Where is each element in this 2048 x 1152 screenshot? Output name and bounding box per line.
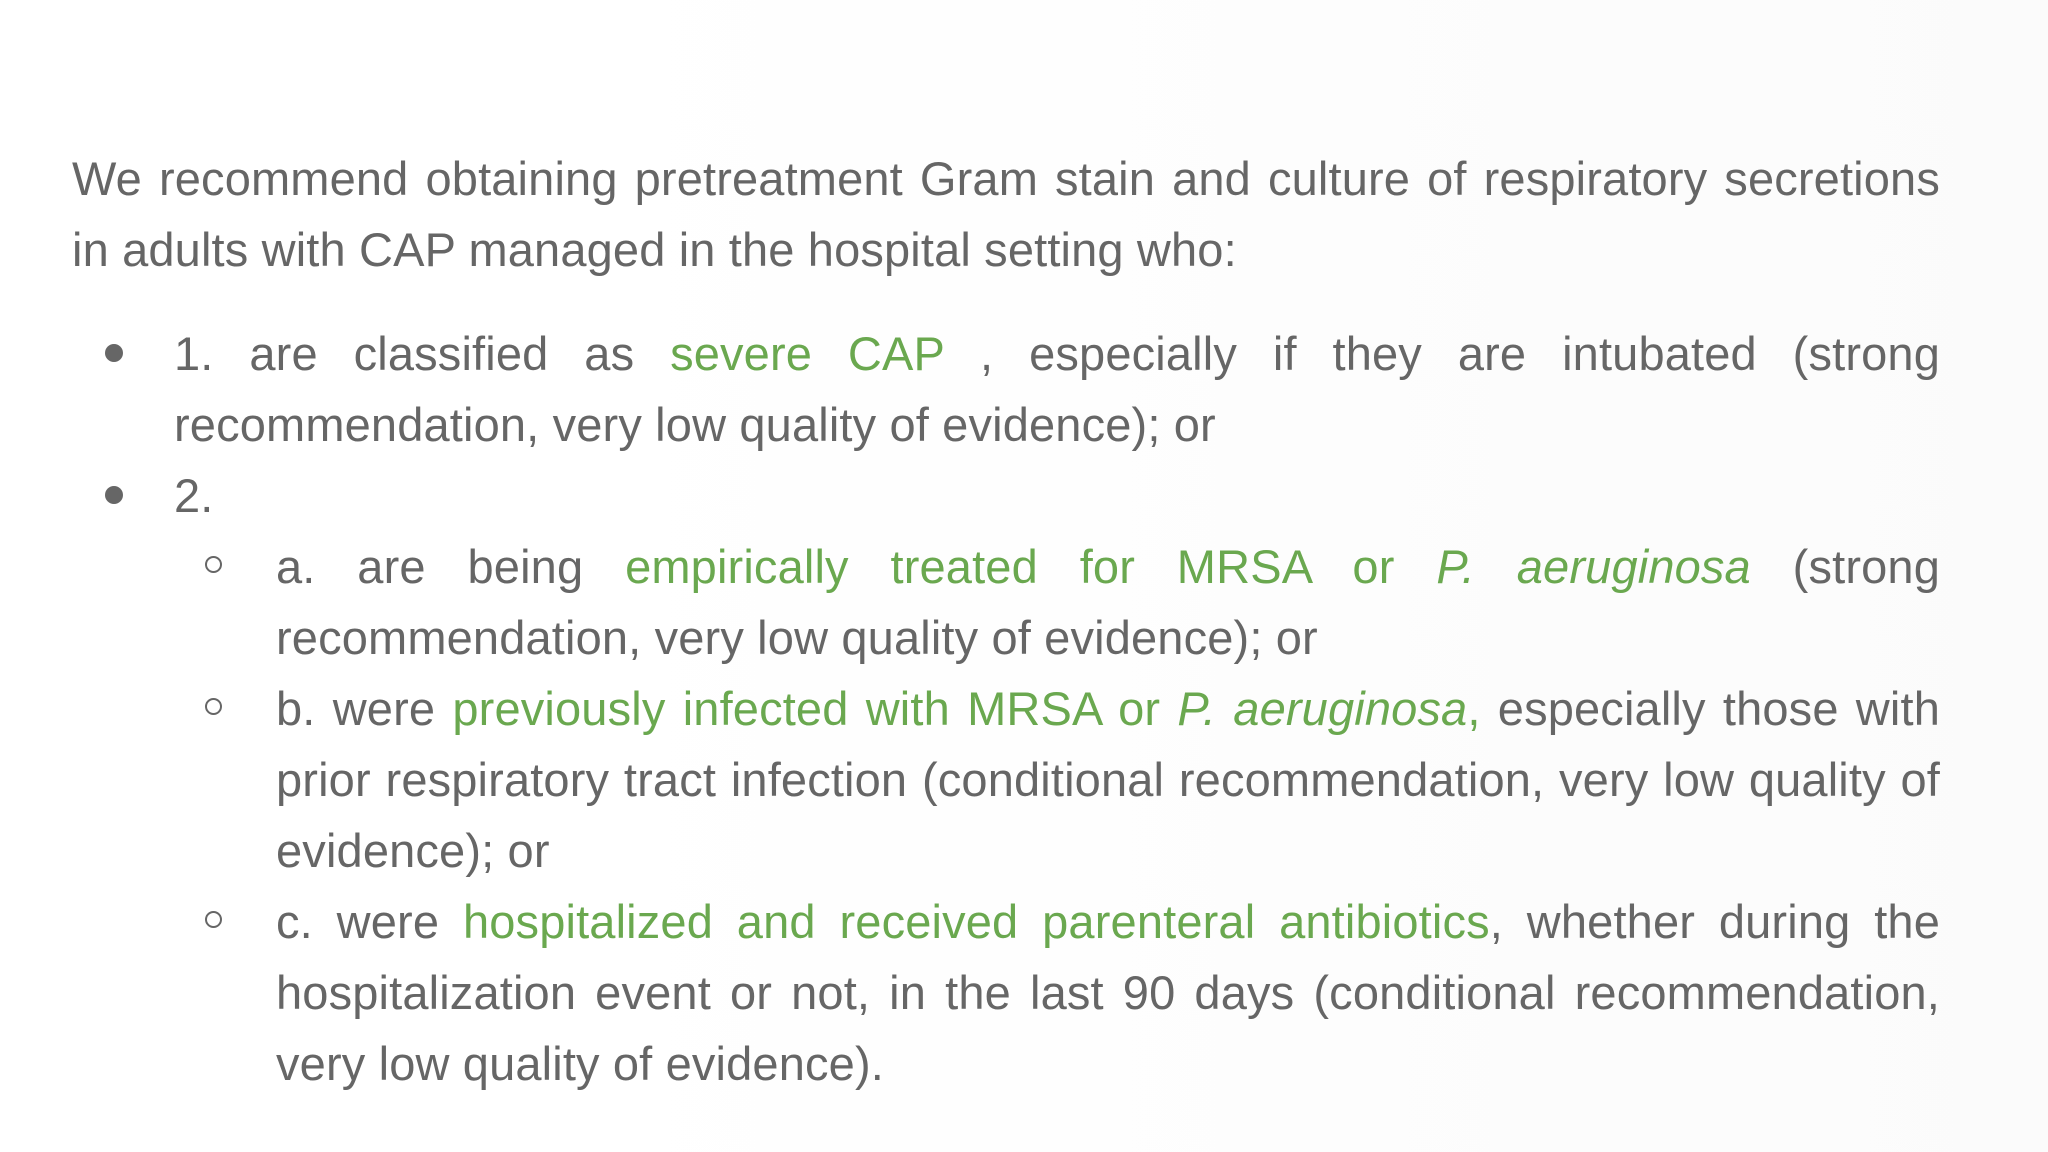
filled-bullet-icon <box>105 344 123 362</box>
sub-item-b-organism: P. aeruginosa <box>1177 682 1468 735</box>
slide-content <box>72 143 1940 1099</box>
hollow-bullet-icon <box>205 698 222 715</box>
sub-item-c-text: c. were <box>276 895 463 948</box>
recommendation-item-2 <box>72 460 1940 531</box>
intro-paragraph: We recommend obtaining pretreatment Gram stain and culture of respiratory secretions in adults with CAP managed in the hospital setting who: <box>72 152 1940 276</box>
sub-item-c-text-end: , whether during the hospitalization event or not, in the last 90 days (conditional recommendation, very low quality of evidence). <box>276 895 1940 1090</box>
hollow-bullet-icon <box>205 556 222 573</box>
item-1-text-end: , especially if they are intubated (strong recommendation, very low quality of evidence); or <box>174 327 1941 451</box>
sub-item-c-highlight: hospitalized and received parenteral antibiotics <box>462 895 1490 948</box>
severe-cap-highlight: severe CAP <box>670 327 945 380</box>
item-2-label: 2. <box>174 469 214 522</box>
recommendation-item-1 <box>72 318 1940 460</box>
item-1-text: 1. are classified as <box>174 327 671 380</box>
sub-item-b <box>72 673 1940 886</box>
sub-item-b-text-end: especially those with prior respiratory tract infection (conditional recommendation, very low quality of evidence); or <box>276 682 1940 877</box>
sub-item-a-text: a. are being <box>276 540 626 593</box>
sub-item-a-highlight: empirically treated for MRSA or <box>625 540 1437 593</box>
sub-item-b-highlight-comma: , <box>1467 682 1481 735</box>
sub-item-b-highlight: previously infected with MRSA or <box>452 682 1178 735</box>
sub-item-c <box>72 886 1940 1099</box>
sub-item-b-text: b. were <box>276 682 453 735</box>
filled-bullet-icon <box>105 486 123 504</box>
sub-item-a-text-end: (strong recommendation, very low quality of evidence); or <box>276 540 1940 664</box>
sub-item-a <box>72 531 1940 673</box>
sub-item-a-organism: P. aeruginosa <box>1436 540 1751 593</box>
hollow-bullet-icon <box>205 911 222 928</box>
